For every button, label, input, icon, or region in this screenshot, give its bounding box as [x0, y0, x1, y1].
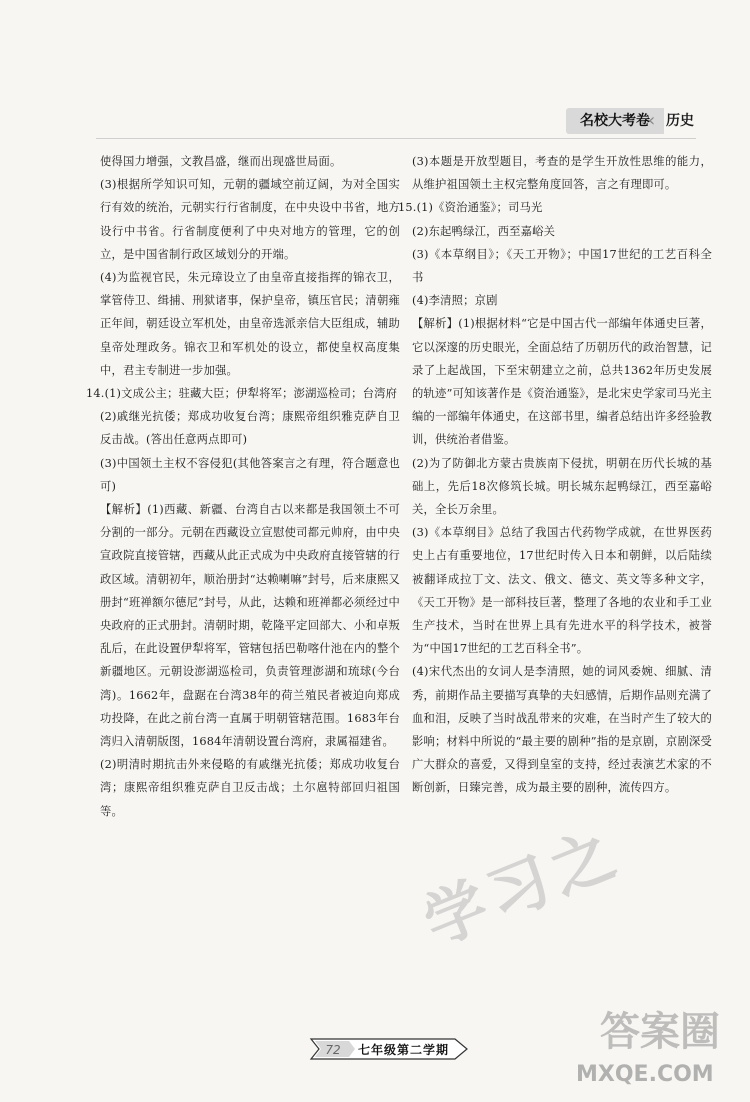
left-column-paragraph: (4)为监视官民，朱元璋设立了由皇帝直接指挥的锦衣卫，掌管侍卫、缉捕、刑狱诸事，保护皇帝，镇压官民；清朝雍正年间，朝廷设立军机处，由皇帝选派亲信大臣组成，辅助皇帝处理政务。锦衣卫和军机处的设立，都使皇权高度集中，君主专制进一步加强。	[100, 271, 400, 377]
left-column-paragraph: 使得国力增强，文教昌盛，继而出现盛世局面。	[100, 155, 342, 168]
chevron-right-icon: ‹	[648, 110, 656, 131]
right-column-paragraph: (2)为了防御北方蒙古贵族南下侵扰，明朝在历代长城的基础上，先后18次修筑长城。明长城东起鸭绿江，西至嘉峪关，全长万余里。	[412, 456, 712, 517]
right-column-paragraph: (3)本题是开放型题目，考查的是学生开放性思维的能力，从维护祖国领土主权完整角度回答，言之有理即可。	[412, 155, 712, 192]
left-column	[86, 150, 400, 823]
left-column-paragraph: (2)戚继光抗倭；郑成功收复台湾；康熙帝组织雅克萨自卫反击战。(答出任意两点即可)	[100, 410, 400, 447]
left-column-paragraph: (2)明清时期抗击外来侵略的有戚继光抗倭；郑成功收复台湾；康熙帝组织雅克萨自卫反击战；土尔扈特部回归祖国等。	[100, 758, 400, 818]
left-column-paragraph: 【解析】(1)西藏、新疆、台湾自古以来都是我国领土不可分割的一部分。元朝在西藏设立宣慰使司都元帅府，由中央宣政院直接管辖，西藏从此正式成为中央政府直接管辖的行政区域。清朝初年，顺治册封“达赖喇嘛”封号，后来康熙又册封“班禅额尔德尼”封号，从此，达赖和班禅都必须经过中央政府的正式册封。清朝时期，乾隆平定回部大、小和卓叛乱后，在此设置伊犁将军，管辖包括巴勒喀什池在内的整个新疆地区。元朝设澎湖巡检司，负责管理澎湖和琉球(今台湾)。1662年，盘踞在台湾38年的荷兰殖民者被迫向郑成功投降，在此之前台湾一直属于明朝管辖范围。1683年台湾归入清朝版图，1684年清朝设置台湾府，隶属福建省。	[100, 503, 400, 749]
series-label: 名校大考卷	[566, 108, 664, 134]
left-column-paragraph: 14.(1)文成公主；驻藏大臣；伊犁将军；澎湖巡检司；台湾府	[86, 387, 398, 401]
left-column-paragraph: (3)根据所学知识可知，元朝的疆域空前辽阔，为对全国实行有效的统治，元朝实行行省制度，在中央设中书省，地方设行中书省。行省制度便利了中央对地方的管理，它的创立，是中国省制行政区域划分的开端。	[100, 178, 400, 261]
right-column	[398, 150, 712, 800]
grade-label: 七年级第二学期	[358, 1043, 450, 1057]
page-number: 72	[325, 1043, 341, 1057]
right-column-paragraph: 【解析】(1)根据材料“它是中国古代一部编年体通史巨著，它以深邃的历史眼光，全面总结了历朝历代的政治智慧，记录了上起战国，下至宋朝建立之前，总共1362年历史发展的轨迹”可知该著作是《资治通鉴》，是北宋史学家司马光主编的一部编年体通史，在这部书里，编者总结出许多经验教训，供统治者借鉴。	[412, 317, 712, 447]
right-column-paragraph: 15.(1)《资治通鉴》；司马光	[398, 201, 543, 215]
right-column-paragraph: (3)《本草纲目》总结了我国古代药物学成就，在世界医药史上占有重要地位，17世纪时传入日本和朝鲜，以后陆续被翻译成拉丁文、法文、俄文、德文、英文等多种文字，《天工开物》是一部科技巨著，整理了各地的农业和手工业生产技术，当时在世界上具有先进水平的科学技术，被誉为“中国17世纪的工艺百科全书”。	[412, 526, 712, 656]
left-column-paragraph: (3)中国领土主权不容侵犯(其他答案言之有理，符合题意也可)	[100, 456, 400, 493]
right-column-paragraph: (4)宋代杰出的女词人是李清照，她的词风委婉、细腻、清秀，前期作品主要描写真挚的夫妇感情，后期作品则充满了血和泪，反映了当时战乱带来的灾难，在当时产生了较大的影响；材料中所说的“最主要的剧种”指的是京剧，京剧深受广大群众的喜爱，又得到皇室的支持，经过表演艺术家的不断创新，日臻完善，成为最主要的剧种，流传四方。	[412, 665, 712, 795]
watermark-site: MXQE.COM	[576, 1062, 714, 1087]
watermark-study: 学习之	[413, 815, 631, 960]
right-column-paragraph: (2)东起鸭绿江，西至嘉峪关	[412, 224, 556, 238]
header-divider	[96, 138, 696, 139]
watermark-answer: 答案圈	[600, 1009, 720, 1055]
right-column-paragraph: (3)《本草纲目》；《天工开物》；中国17世纪的工艺百科全书	[412, 247, 712, 285]
subject-label: 历史	[666, 113, 694, 129]
right-column-paragraph: (4)李清照；京剧	[412, 294, 498, 308]
